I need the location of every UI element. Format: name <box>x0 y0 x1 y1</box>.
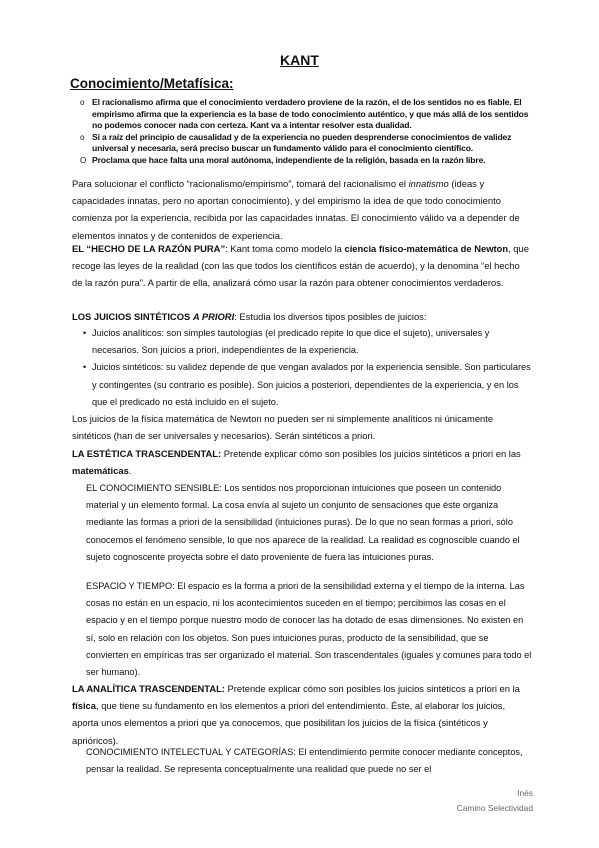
list-item: O Proclama que hace falta una moral autónoma, independiente de la religión, basada en la razón libre. <box>80 154 486 165</box>
section-heading: Conocimiento/Metafísica: <box>70 76 234 91</box>
judgment-list <box>83 325 532 411</box>
paragraph-conflict: Para solucionar el conflicto “racionalismo/empirismo”, tomará del racionalismo el innatismo (ideas y capacidades innatas, pero no aportan conocimiento), y del empirismo la idea de que todo conocimiento comienza por la experiencia, recibida por las capacidades innatas. El conocimiento válido va a depender de elementos innatos y de contenidos de experiencia. <box>72 178 520 241</box>
paragraph-espacio-tiempo: ESPACIO Y TIEMPO: El espacio es la forma a priori de la sensibilidad externa y el tiempo de la interna. Las cosas no están en un espacio, ni los acontecimientos suceden en el tiempo; percibimos las cosas en el espacio y en el tiempo porque nuestro modo de conocer las ha dotado de esas dimensiones. No existen en sí, solo en relación con los objetos. Son pues intuiciones puras, producto de la sensibilidad, que se convierten en empíricas tras ser organizado el material. Son trascendentales (iguales y comunes para todo el ser humano). <box>86 581 532 678</box>
footer-author: Inés <box>517 788 533 798</box>
footer-source: Camino Selectividad <box>456 803 533 813</box>
paragraph-estetica-trascendental: LA ESTÉTICA TRASCENDENTAL: Pretende explicar cómo son posibles los juicios sintéticos a priori en las matemáticas. <box>72 448 521 477</box>
paragraph-conocimiento-intelectual: CONOCIMIENTO INTELECTUAL Y CATEGORÍAS: El entendimiento permite conocer mediante conceptos, pensar la realidad. Se representa conceptualmente una realidad que puede no ser el <box>86 747 523 775</box>
bullet-marker: O <box>80 155 87 165</box>
list-item: o El racionalismo afirma que el conocimiento verdadero proviene de la razón, el de los sentidos no es fiable. El empirismo afirma que la experiencia es la base de todo conocimiento auténtico, y que más allá de los sentidos no podemos conocer nada con certeza. Kant va a intentar resolver esta dualidad. <box>80 97 529 131</box>
paragraph-conocimiento-sensible: EL CONOCIMIENTO SENSIBLE: Los sentidos nos proporcionan intuiciones que poseen un contenido material y un elemento formal. La cosa envía al sujeto un conjunto de sensaciones que éste organiza mediante las formas a priori de la sensibilidad (intuiciones puras). De lo que no sean formas a priori, sólo conocemos el fenómeno sensible, lo que nos aparece de la realidad. La realidad es cognoscible cuando el sujeto cognoscente proyecta sobre el dato proveniente de fuera las intuiciones puras. <box>86 483 520 562</box>
bullet-marker: o <box>80 98 85 107</box>
paragraph-newton-juicios: Los juicios de la física matemática de Newton no pueden ser ni simplemente analíticos ni únicamente sintéticos (han de ser universales y necesarios). Serán sintéticos a priori. <box>72 413 494 442</box>
paragraph-juicios-sinteticos: LOS JUICIOS SINTÉTICOS A PRIORI: Estudia los diversos tipos posibles de juicios: <box>72 311 427 322</box>
list-item: • Juicios sintéticos: su validez depende de que vengan avalados por la experiencia sensible. Son particulares y contingentes (su contrario es posible). Son juicios a posteriori, dependientes de la experiencia, y en los que el predicado no está incluido en el sujeto. <box>83 362 531 407</box>
bullet-marker: o <box>80 132 85 142</box>
document-title: KANT <box>280 52 319 68</box>
paragraph-analitica-trascendental: LA ANALÍTICA TRASCENDENTAL: Pretende explicar cómo son posibles los juicios sintéticos a priori en la física, que tiene su fundamento en los elementos a priori del entendimiento. Éste, al elaborar los juicios, aporta unos elementos a priori que ya conocemos, que posibilitan los juicios de la física (sintéticos y apriόricos). <box>72 683 520 746</box>
list-item: • Juicios analíticos: son simples tautologías (el predicado repite lo que dice el sujeto), universales y necesarios. Son juicios a priori, independientes de la experiencia. <box>83 328 490 356</box>
paragraph-hecho-razon-pura: EL “HECHO DE LA RAZÓN PURA”: Kant toma como modelo la ciencia físico-matemática de Newton, que recoge las leyes de la realidad (con las que todos los científicos están de acuerdo), y la denomina “el hecho de la razón pura”. A partir de ella, analizará cómo usar la razón para obtener conocimientos verdaderos. <box>72 243 529 289</box>
list-item: o Si a raíz del principio de causalidad y de la experiencia no pueden desprenderse conocimientos de validez universal y necesaria, será preciso buscar un fundamento válido para el conocimiento científico. <box>80 131 512 154</box>
intro-bullet-list <box>80 97 535 167</box>
